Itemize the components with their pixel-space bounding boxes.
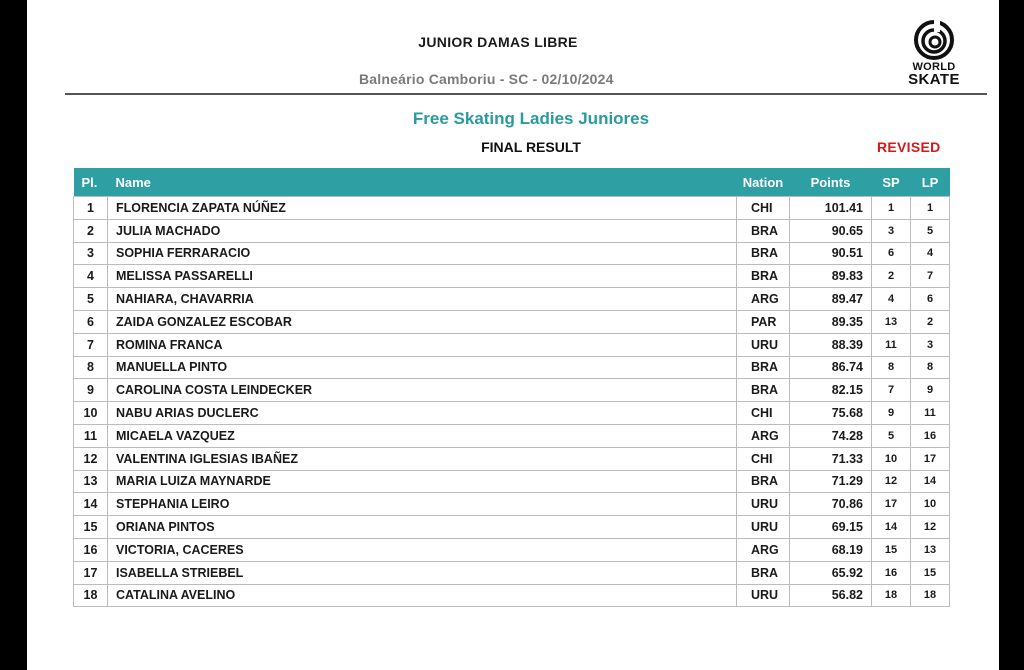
cell-points: 101.41 bbox=[790, 197, 872, 220]
cell-nation: URU bbox=[737, 584, 790, 607]
table-row bbox=[74, 219, 950, 242]
col-header-name: Name bbox=[108, 168, 737, 197]
cell-nation: BRA bbox=[737, 242, 790, 265]
cell-name: MICAELA VAZQUEZ bbox=[108, 424, 737, 447]
cell-lp: 18 bbox=[911, 584, 950, 607]
cell-place: 15 bbox=[74, 516, 108, 539]
cell-sp: 18 bbox=[872, 584, 911, 607]
cell-name: ORIANA PINTOS bbox=[108, 516, 737, 539]
cell-points: 89.35 bbox=[790, 310, 872, 333]
cell-name: MELISSA PASSARELLI bbox=[108, 265, 737, 288]
cell-sp: 3 bbox=[872, 219, 911, 242]
table-row bbox=[74, 333, 950, 356]
cell-nation: BRA bbox=[737, 356, 790, 379]
cell-lp: 7 bbox=[911, 265, 950, 288]
cell-sp: 6 bbox=[872, 242, 911, 265]
table-row bbox=[74, 424, 950, 447]
cell-sp: 1 bbox=[872, 197, 911, 220]
header-divider bbox=[65, 93, 987, 95]
table-row bbox=[74, 493, 950, 516]
cell-place: 10 bbox=[74, 402, 108, 425]
col-header-points: Points bbox=[790, 168, 872, 197]
world-skate-logo bbox=[900, 20, 968, 92]
cell-points: 71.33 bbox=[790, 447, 872, 470]
table-row bbox=[74, 584, 950, 607]
cell-nation: URU bbox=[737, 493, 790, 516]
cell-lp: 9 bbox=[911, 379, 950, 402]
cell-points: 70.86 bbox=[790, 493, 872, 516]
cell-lp: 16 bbox=[911, 424, 950, 447]
cell-name: NAHIARA, CHAVARRIA bbox=[108, 288, 737, 311]
cell-place: 13 bbox=[74, 470, 108, 493]
cell-points: 82.15 bbox=[790, 379, 872, 402]
table-row bbox=[74, 265, 950, 288]
cell-points: 65.92 bbox=[790, 561, 872, 584]
cell-lp: 8 bbox=[911, 356, 950, 379]
logo-text-world: WORLD bbox=[912, 61, 956, 73]
cell-points: 90.65 bbox=[790, 219, 872, 242]
competition-subtitle-text: Free Skating Ladies Juniores bbox=[412, 109, 650, 128]
cell-sp: 9 bbox=[872, 402, 911, 425]
cell-lp: 1 bbox=[911, 197, 950, 220]
cell-lp: 2 bbox=[911, 310, 950, 333]
logo-text-skate: SKATE bbox=[908, 71, 960, 88]
cell-sp: 4 bbox=[872, 288, 911, 311]
col-header-sp: SP bbox=[872, 168, 911, 197]
cell-name: SOPHIA FERRARACIO bbox=[108, 242, 737, 265]
cell-nation: BRA bbox=[737, 379, 790, 402]
cell-nation: CHI bbox=[737, 402, 790, 425]
cell-name: FLORENCIA ZAPATA NÚÑEZ bbox=[108, 197, 737, 220]
cell-points: 88.39 bbox=[790, 333, 872, 356]
result-label-text: FINAL RESULT bbox=[481, 139, 581, 155]
cell-points: 69.15 bbox=[790, 516, 872, 539]
cell-place: 12 bbox=[74, 447, 108, 470]
cell-place: 17 bbox=[74, 561, 108, 584]
cell-nation: BRA bbox=[737, 265, 790, 288]
cell-nation: URU bbox=[737, 516, 790, 539]
cell-place: 2 bbox=[74, 219, 108, 242]
cell-sp: 13 bbox=[872, 310, 911, 333]
swirl-logo-icon bbox=[912, 20, 956, 60]
cell-lp: 14 bbox=[911, 470, 950, 493]
cell-name: JULIA MACHADO bbox=[108, 219, 737, 242]
cell-nation: BRA bbox=[737, 561, 790, 584]
cell-nation: BRA bbox=[737, 470, 790, 493]
cell-name: VICTORIA, CACERES bbox=[108, 538, 737, 561]
cell-sp: 14 bbox=[872, 516, 911, 539]
cell-sp: 16 bbox=[872, 561, 911, 584]
table-row bbox=[74, 197, 950, 220]
cell-name: NABU ARIAS DUCLERC bbox=[108, 402, 737, 425]
col-header-nation: Nation bbox=[737, 168, 790, 197]
table-row bbox=[74, 561, 950, 584]
cell-points: 56.82 bbox=[790, 584, 872, 607]
venue-date: Balneário Camboriu - SC - 02/10/2024 bbox=[359, 71, 614, 87]
table-row bbox=[74, 288, 950, 311]
cell-sp: 7 bbox=[872, 379, 911, 402]
cell-name: CAROLINA COSTA LEINDECKER bbox=[108, 379, 737, 402]
cell-lp: 17 bbox=[911, 447, 950, 470]
cell-nation: ARG bbox=[737, 538, 790, 561]
table-row bbox=[74, 242, 950, 265]
results-document bbox=[27, 0, 999, 670]
table-row bbox=[74, 538, 950, 561]
cell-name: VALENTINA IGLESIAS IBAÑEZ bbox=[108, 447, 737, 470]
cell-sp: 10 bbox=[872, 447, 911, 470]
cell-name: ROMINA FRANCA bbox=[108, 333, 737, 356]
cell-nation: ARG bbox=[737, 424, 790, 447]
cell-place: 7 bbox=[74, 333, 108, 356]
cell-place: 8 bbox=[74, 356, 108, 379]
cell-name: ZAIDA GONZALEZ ESCOBAR bbox=[108, 310, 737, 333]
cell-lp: 3 bbox=[911, 333, 950, 356]
cell-place: 1 bbox=[74, 197, 108, 220]
table-row bbox=[74, 470, 950, 493]
cell-place: 4 bbox=[74, 265, 108, 288]
cell-place: 11 bbox=[74, 424, 108, 447]
cell-sp: 12 bbox=[872, 470, 911, 493]
cell-place: 18 bbox=[74, 584, 108, 607]
cell-place: 5 bbox=[74, 288, 108, 311]
cell-nation: ARG bbox=[737, 288, 790, 311]
cell-lp: 12 bbox=[911, 516, 950, 539]
cell-points: 90.51 bbox=[790, 242, 872, 265]
cell-nation: CHI bbox=[737, 197, 790, 220]
cell-sp: 2 bbox=[872, 265, 911, 288]
cell-sp: 15 bbox=[872, 538, 911, 561]
cell-nation: BRA bbox=[737, 219, 790, 242]
cell-points: 74.28 bbox=[790, 424, 872, 447]
cell-nation: CHI bbox=[737, 447, 790, 470]
cell-place: 3 bbox=[74, 242, 108, 265]
cell-lp: 6 bbox=[911, 288, 950, 311]
results-table-body bbox=[74, 197, 950, 607]
cell-points: 86.74 bbox=[790, 356, 872, 379]
cell-name: ISABELLA STRIEBEL bbox=[108, 561, 737, 584]
table-row bbox=[74, 447, 950, 470]
col-header-lp: LP bbox=[911, 168, 950, 197]
cell-name: MANUELLA PINTO bbox=[108, 356, 737, 379]
competition-subtitle bbox=[27, 109, 999, 129]
cell-place: 16 bbox=[74, 538, 108, 561]
revised-badge: REVISED bbox=[877, 139, 941, 155]
table-header-row bbox=[74, 168, 950, 197]
cell-lp: 10 bbox=[911, 493, 950, 516]
table-row bbox=[74, 356, 950, 379]
cell-points: 71.29 bbox=[790, 470, 872, 493]
cell-points: 89.83 bbox=[790, 265, 872, 288]
cell-place: 9 bbox=[74, 379, 108, 402]
cell-sp: 8 bbox=[872, 356, 911, 379]
cell-sp: 5 bbox=[872, 424, 911, 447]
table-row bbox=[74, 516, 950, 539]
cell-nation: URU bbox=[737, 333, 790, 356]
cell-points: 89.47 bbox=[790, 288, 872, 311]
table-row bbox=[74, 402, 950, 425]
results-table bbox=[73, 168, 950, 607]
event-title bbox=[27, 34, 999, 50]
cell-sp: 11 bbox=[872, 333, 911, 356]
cell-name: MARIA LUIZA MAYNARDE bbox=[108, 470, 737, 493]
event-title-text: JUNIOR DAMAS LIBRE bbox=[418, 34, 578, 50]
cell-lp: 5 bbox=[911, 219, 950, 242]
cell-lp: 15 bbox=[911, 561, 950, 584]
cell-name: STEPHANIA LEIRO bbox=[108, 493, 737, 516]
table-row bbox=[74, 379, 950, 402]
cell-sp: 17 bbox=[872, 493, 911, 516]
cell-points: 68.19 bbox=[790, 538, 872, 561]
cell-lp: 11 bbox=[911, 402, 950, 425]
cell-place: 6 bbox=[74, 310, 108, 333]
cell-lp: 4 bbox=[911, 242, 950, 265]
col-header-place: Pl. bbox=[74, 168, 108, 197]
cell-name: CATALINA AVELINO bbox=[108, 584, 737, 607]
table-row bbox=[74, 310, 950, 333]
cell-lp: 13 bbox=[911, 538, 950, 561]
cell-nation: PAR bbox=[737, 310, 790, 333]
cell-points: 75.68 bbox=[790, 402, 872, 425]
cell-place: 14 bbox=[74, 493, 108, 516]
result-label bbox=[27, 139, 999, 155]
